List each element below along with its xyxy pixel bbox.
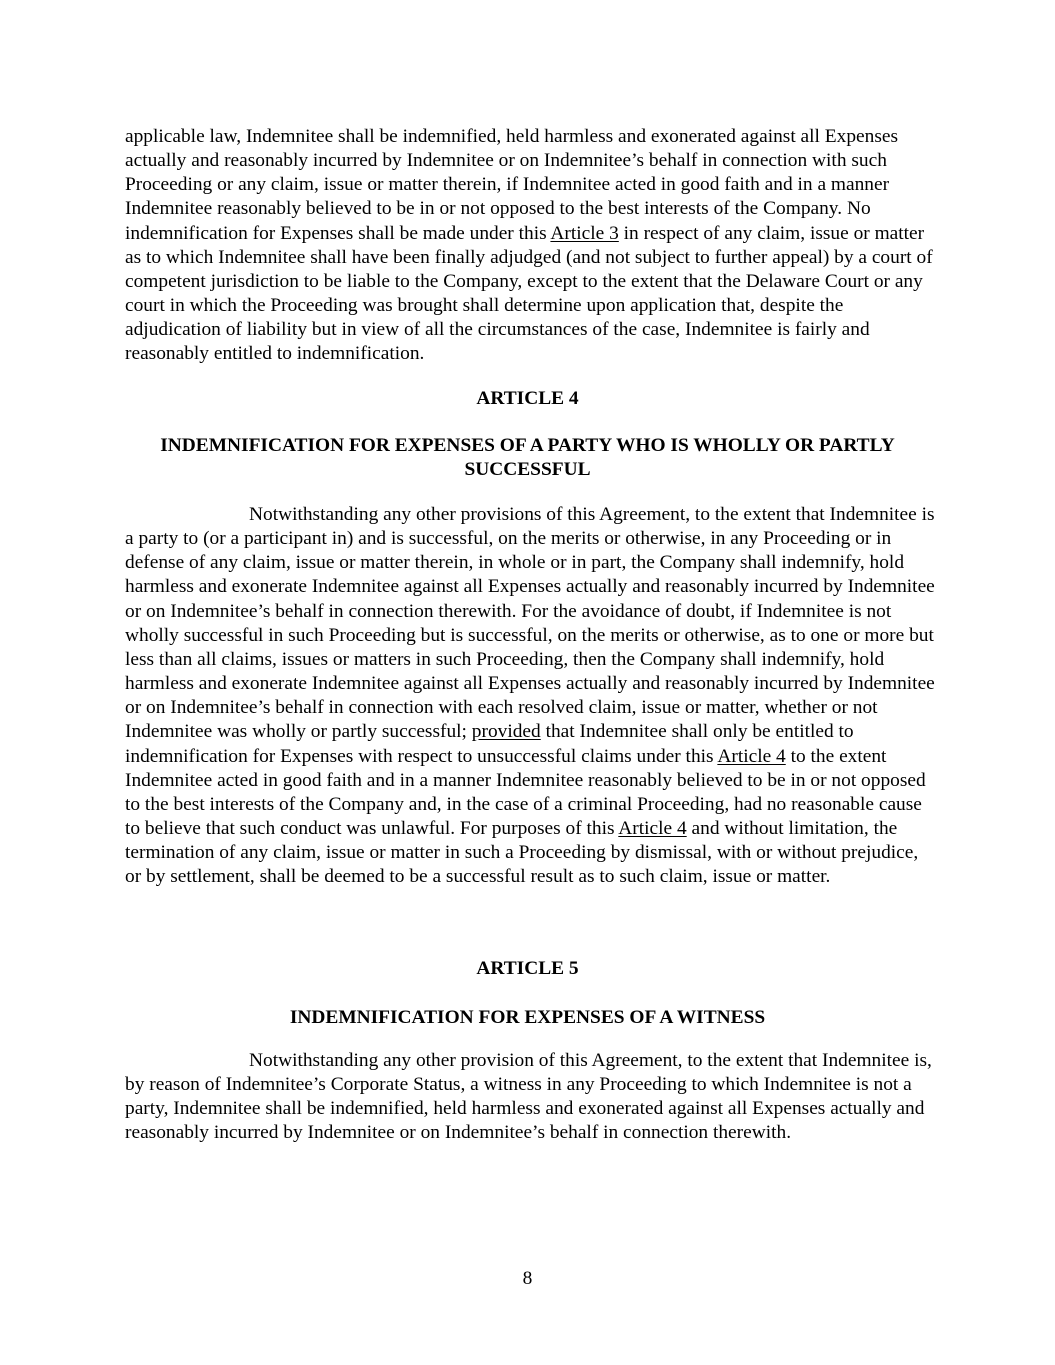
- text-segment: applicable law, Indemnitee shall be indemnified, held harmless and exonerated against all Expenses actually and reasonably incurred by Indemnitee or on Indemnitee’s behalf in connection with such Proceeding or any claim, issue or matter therein, if Indemnitee acted in good faith and in a manner Indemnitee reasonably believed to be in or not opposed to the best interests of the Company. No indemnification for Expenses shall be made under this: [125, 126, 899, 244]
- text-segment: to the extent Indemnitee acted in good faith and in a manner Indemnitee reasonably believed to be in or not opposed to the best interests of the Company and, in the case of a criminal Proceeding, had no reasonable cause to believe that such conduct was unlawful. For purposes of this: [125, 745, 926, 840]
- text-segment: and without limitation, the termination of any claim, issue or matter in such a Proceeding by dismissal, with or without prejudice, or by settlement, shall be deemed to be a successful result as to such claim, issue or matter.: [125, 818, 919, 888]
- provided-emphasis: provided: [471, 721, 541, 743]
- article-4-reference: Article 4: [717, 745, 786, 767]
- paragraph-article4: [125, 503, 935, 890]
- article-5-title: INDEMNIFICATION FOR EXPENSES OF A WITNESS: [289, 1007, 766, 1028]
- text-segment: in respect of any claim, issue or matter as to which Indemnitee shall have been finally adjudged (and not subject to further appeal) by a court of competent jurisdiction to be liable to the Company, except to the extent that the Delaware Court or any court in which the Proceeding was brought shall determine upon application that, despite the adjudication of liability but in view of all the circumstances of the case, Indemnitee is fairly and reasonably entitled to indemnification.: [125, 222, 933, 365]
- page-number: 8: [522, 1268, 533, 1289]
- text-segment: Notwithstanding any other provisions of this Agreement, to the extent that Indemnitee is a party to (or a participant in) and is successful, on the merits or otherwise, in any Proceeding or in defense of any claim, issue or matter therein, in whole or in part, the Company shall indemnify, hold harmless and exonerate Indemnitee against all Expenses actually and reasonably incurred by Indemnitee or on Indemnitee’s behalf in connection therewith. For the avoidance of doubt, if Indemnitee is not wholly successful in such Proceeding but is successful, on the merits or otherwise, as to one or more but less than all claims, issues or matters in such Proceeding, then the Company shall indemnify, hold harmless and exonerate Indemnitee against all Expenses actually and reasonably incurred by Indemnitee or on Indemnitee’s behalf in connection with each resolved claim, issue or matter, whether or not Indemnitee was wholly or partly successful;: [125, 504, 935, 743]
- article-4-heading: ARTICLE 4: [476, 388, 579, 409]
- article-3-reference: Article 3: [550, 222, 619, 244]
- article-4-reference: Article 4: [618, 818, 687, 840]
- text-segment: Notwithstanding any other provision of this Agreement, to the extent that Indemnitee is, by reason of Indemnitee’s Corporate Status, a witness in any Proceeding to which Indemnitee is not a party, Indemnitee shall be indemnified, held harmless and exonerated against all Expenses actually and reasonably incurred by Indemnitee or on Indemnitee’s behalf in connection therewith.: [125, 1050, 932, 1144]
- paragraph-article3-continuation: [125, 125, 935, 367]
- paragraph-article5: [125, 1049, 935, 1146]
- article-5-heading: ARTICLE 5: [476, 958, 579, 979]
- article-4-title: INDEMNIFICATION FOR EXPENSES OF A PARTY WHO IS WHOLLY OR PARTLY SUCCESSFUL: [160, 435, 895, 480]
- text-segment: that Indemnitee shall only be entitled to indemnification for Expenses with respect to unsuccessful claims under this: [125, 721, 854, 767]
